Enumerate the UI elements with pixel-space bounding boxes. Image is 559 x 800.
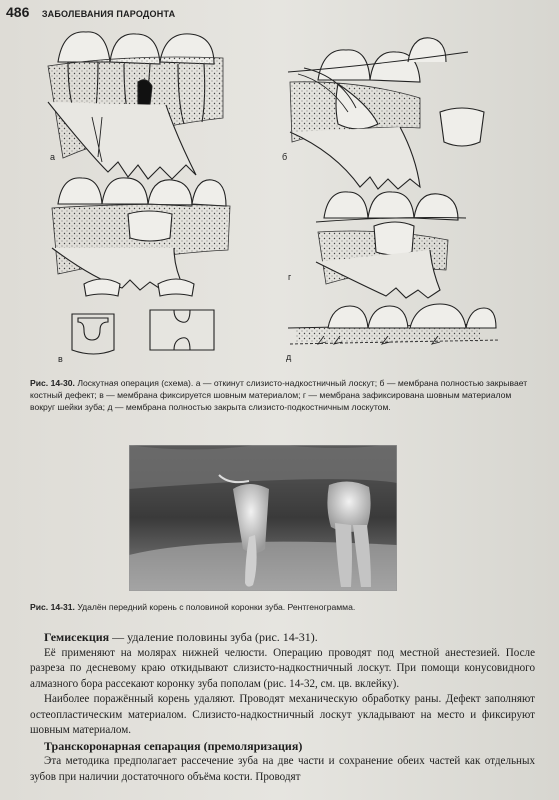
figure-14-30-caption-label: Рис. 14-30.: [30, 378, 75, 388]
page-number: 486: [6, 4, 30, 20]
panel-v-label: в: [58, 354, 63, 364]
section-hemisection-title: Гемисекция: [44, 630, 110, 644]
figure-14-31-radiograph: [129, 445, 397, 591]
panel-g-drawing: [316, 192, 466, 298]
figure-14-30-caption-text: Лоскутная операция (схема). а — откинут слизисто-надкостничный лоскут; б — мембрана полностью закрывает костный дефект; в — мембрана фиксируется шовным материалом; г — мембрана зафиксирована шовным материалом вокруг шейки зуба; д — мембрана полностью закрыта слизисто-подкостничным лоскутом.: [30, 378, 528, 412]
section-hemisection-heading: [30, 630, 535, 646]
paragraph-3: Эта методика предполагает рассечение зуба на две части и сохранение обеих частей как отдельных зубов при наличии достаточного объёма кости. Проводят: [30, 755, 535, 783]
panel-a-drawing: [48, 32, 223, 179]
figure-14-30-drawing: [28, 22, 528, 374]
panel-a-label: а: [50, 152, 56, 162]
panel-b-label: б: [282, 152, 288, 162]
running-title: ЗАБОЛЕВАНИЯ ПАРОДОНТА: [41, 9, 176, 19]
figure-14-31-caption-text: Удалён передний корень с половиной коронки зуба. Рентгенограмма.: [77, 602, 356, 612]
panel-g-label: г: [288, 272, 292, 282]
page-header: [6, 4, 175, 22]
section-hemisection-title-rest: — удаление половины зуба (рис. 14-31).: [109, 630, 318, 644]
body-text: [30, 630, 535, 785]
figure-14-31-caption-label: Рис. 14-31.: [30, 602, 75, 612]
paragraph-2: Наиболее поражённый корень удаляют. Проводят механическую обработку раны. Дефект заполняют остеопластическим материалом. Слизисто-надкостничный лоскут укладывают на место и фиксируют шовным материалом.: [30, 693, 535, 736]
figure-14-30-caption: [30, 377, 535, 413]
section-premolarization-heading: Транскоронарная сепарация (премоляризация): [44, 738, 303, 753]
figure-14-31-caption: [30, 601, 535, 613]
panel-d-label: д: [286, 352, 292, 362]
panel-v-drawing: [52, 178, 230, 354]
panel-b-drawing: [288, 38, 484, 189]
panel-d-drawing: [288, 304, 500, 344]
paragraph-1: Её применяют на молярах нижней челюсти. Операцию проводят под местной анестезией. После разреза по десневому краю откидывают слизисто-надкостничный лоскут. При помощи конусовидного алмазного бора рассекают коронку зуба пополам (рис. 14-32, см. цв. вклейку).: [30, 646, 535, 690]
